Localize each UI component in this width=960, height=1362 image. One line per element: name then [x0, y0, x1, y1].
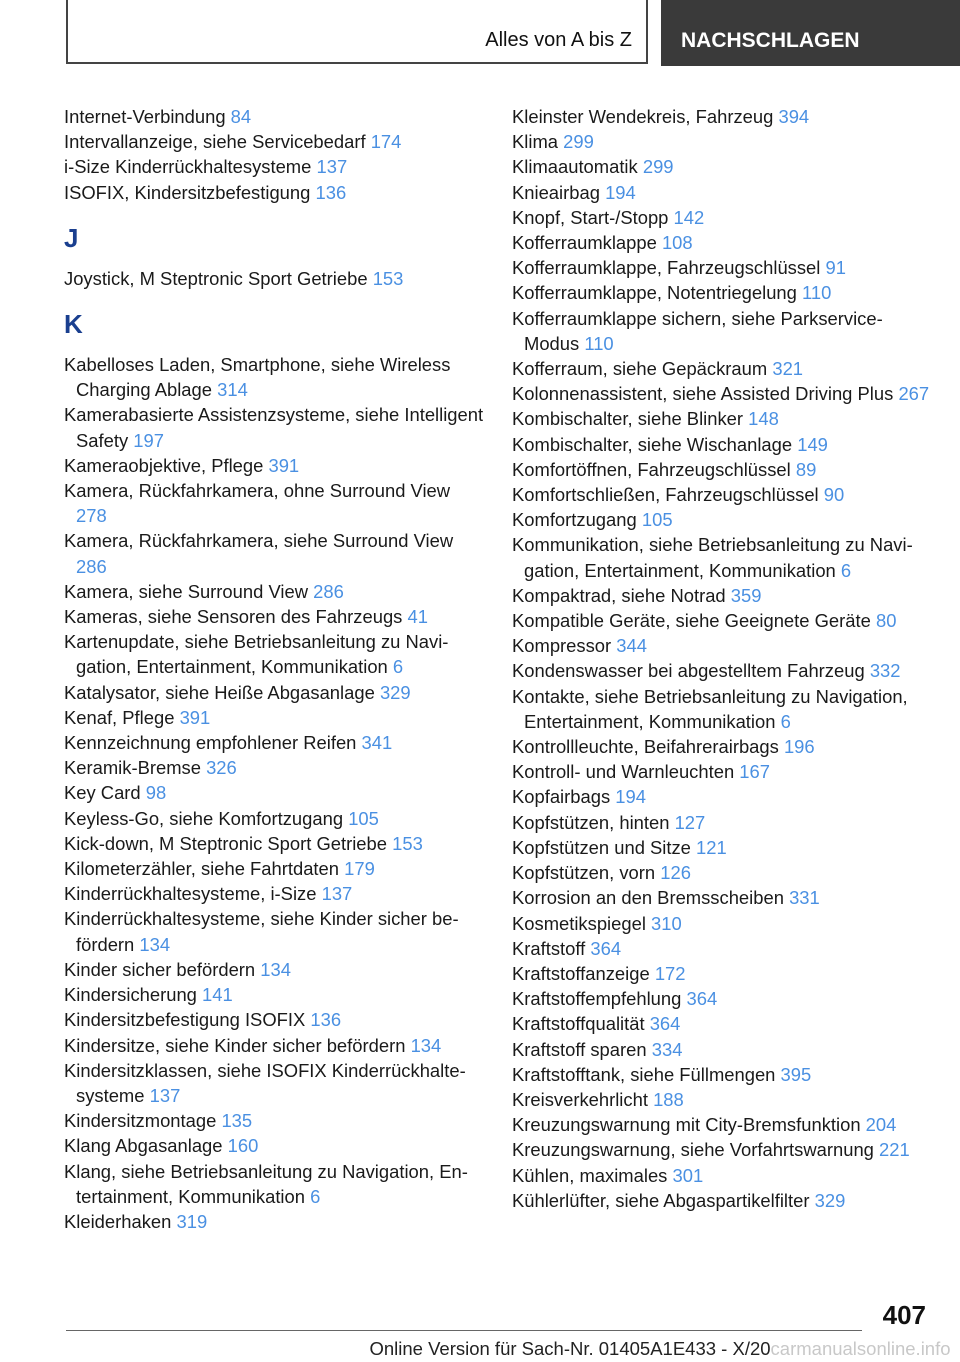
index-page-link[interactable]: 6 — [780, 710, 791, 732]
index-entry-text: Kinderrückhaltesysteme, siehe Kinder sicher befördern — [64, 908, 459, 955]
index-entry — [512, 658, 932, 683]
index-entry-text: Kompaktrad, siehe Notrad — [512, 584, 726, 606]
index-entry-text: Kopfstützen, vorn — [512, 862, 656, 884]
index-entry-text: Kleiderhaken — [64, 1210, 172, 1232]
index-entry-text: Kraftstofftank, siehe Füllmengen — [512, 1063, 776, 1085]
index-entry-text: Kamera, Rückfahrkamera, siehe Surround View — [64, 530, 454, 552]
index-entry-text: Komfortöffnen, Fahrzeugschlüssel — [512, 458, 791, 480]
index-entry-text: Kindersitzklassen, siehe ISOFIX Kinderrückhaltesysteme — [64, 1059, 466, 1106]
index-entry — [64, 881, 484, 906]
index-entry-text: Kombischalter, siehe Blinker — [512, 408, 744, 430]
index-entry — [64, 982, 484, 1007]
index-entry — [64, 856, 484, 881]
index-entry-text: Kühlen, maximales — [512, 1164, 668, 1186]
index-entry — [64, 806, 484, 831]
index-page-link[interactable]: 108 — [661, 232, 693, 254]
index-entry — [64, 1209, 484, 1234]
index-page-link[interactable]: 364 — [590, 937, 622, 959]
index-page-link[interactable]: 105 — [348, 807, 379, 829]
index-entry — [512, 1137, 932, 1162]
index-entry-text: Kamerabasierte Assistenzsysteme, siehe Intelligent Safety — [64, 404, 484, 451]
index-entry-text: Key Card — [64, 782, 141, 804]
index-entry-text: Kopfstützen, hinten — [512, 811, 670, 833]
index-page-link[interactable]: 136 — [315, 181, 347, 203]
page-number: 407 — [882, 1300, 926, 1330]
index-entry — [512, 280, 932, 305]
index-entry-text: Kolonnenassistent, siehe Assisted Driving Plus — [512, 383, 894, 405]
index-entry — [512, 129, 932, 154]
index-entry — [64, 705, 484, 730]
index-entry-text: Komfortschließen, Fahrzeugschlüssel — [512, 484, 819, 506]
index-entry-text: Kosmetikspiegel — [512, 912, 646, 934]
index-page-link[interactable]: 127 — [674, 811, 706, 833]
index-entry — [64, 1133, 484, 1158]
index-entry-text: Kontrollleuchte, Beifahrerairbags — [512, 736, 779, 758]
index-page-link[interactable]: 278 — [76, 505, 107, 527]
index-entry — [512, 885, 932, 910]
index-page-link[interactable]: 326 — [206, 757, 237, 779]
index-page-link[interactable]: 110 — [802, 282, 832, 304]
index-entry — [512, 583, 932, 608]
index-entry-text: Kommunikation, siehe Betriebsanleitung zu Navigation, Entertainment, Kommunikation — [512, 534, 913, 581]
index-entry-text: Keramik-Bremse — [64, 757, 201, 779]
index-page-link[interactable]: 194 — [605, 181, 636, 203]
index-page-link[interactable]: 167 — [739, 761, 770, 783]
index-entry-text: Kraftstoffanzeige — [512, 962, 650, 984]
index-entry — [512, 356, 932, 381]
index-page-link[interactable]: 126 — [660, 862, 691, 884]
index-page-link[interactable]: 267 — [898, 383, 930, 405]
index-entry — [64, 1007, 484, 1032]
index-entry-text: Kameras, siehe Sensoren des Fahrzeugs — [64, 606, 403, 628]
index-page-link[interactable]: 314 — [217, 379, 248, 401]
index-entry — [512, 1062, 932, 1087]
index-entry-text: Kontakte, siehe Betriebsanleitung zu Navigation, Entertainment, Kommunikation — [512, 685, 908, 732]
index-column-left — [64, 104, 484, 1234]
index-page-link[interactable]: 84 — [230, 106, 252, 127]
index-entry — [64, 352, 484, 402]
index-entry — [64, 629, 484, 679]
index-page-link[interactable]: 332 — [869, 660, 901, 682]
index-page-link[interactable]: 286 — [76, 555, 107, 577]
index-page-link[interactable]: 310 — [651, 912, 682, 934]
index-entry-text: Kameraobjektive, Pflege — [64, 454, 264, 476]
index-entry-text: Knopf, Start-/Stopp — [512, 206, 669, 228]
index-entry — [512, 784, 932, 809]
index-entry — [512, 911, 932, 936]
index-page-link[interactable]: 364 — [686, 988, 718, 1010]
index-entry-text: Internet-Verbindung — [64, 106, 226, 127]
index-entry-text: Kraftstoff — [512, 937, 586, 959]
index-entry-text: Kopfstützen und Sitze — [512, 836, 691, 858]
index-page-link[interactable]: 204 — [865, 1114, 897, 1136]
index-entry — [64, 266, 484, 291]
index-entry — [64, 1058, 484, 1108]
index-page-link[interactable]: 299 — [563, 131, 594, 153]
index-entry — [512, 986, 932, 1011]
index-page-link[interactable]: 89 — [795, 458, 817, 480]
index-entry — [512, 306, 932, 356]
index-entry-text: Kofferraumklappe sichern, siehe Parkservice-Modus — [512, 307, 883, 354]
index-entry — [64, 402, 484, 452]
index-page-link[interactable]: 6 — [310, 1185, 321, 1207]
index-entry-text: Kombischalter, siehe Wischanlage — [512, 433, 793, 455]
index-entry-text: Kofferraumklappe, Notentriegelung — [512, 282, 797, 304]
index-page-link[interactable]: 188 — [653, 1088, 684, 1110]
index-entry — [512, 810, 932, 835]
index-entry — [512, 1163, 932, 1188]
index-entry — [512, 1112, 932, 1137]
index-entry-text: Katalysator, siehe Heiße Abgasanlage — [64, 681, 375, 703]
footer-version — [0, 1338, 960, 1360]
index-entry — [64, 1033, 484, 1058]
index-entry-text: Klang Abgasanlage — [64, 1135, 223, 1157]
index-entry-text: Kenaf, Pflege — [64, 706, 175, 728]
index-entry — [512, 961, 932, 986]
index-entry-text: i-Size Kinderrückhaltesysteme — [64, 156, 312, 178]
index-entry-text: Kontroll- und Warnleuchten — [512, 761, 735, 783]
index-entry — [64, 478, 484, 528]
index-entry — [512, 532, 932, 582]
index-entry — [64, 154, 484, 179]
index-entry — [64, 906, 484, 956]
index-entry-text: Kabelloses Laden, Smartphone, siehe Wireless Charging Ablage — [64, 354, 451, 401]
index-page-link[interactable]: 137 — [321, 883, 353, 905]
index-page-link[interactable]: 179 — [344, 858, 375, 880]
index-entry — [512, 759, 932, 784]
index-entry — [64, 104, 484, 129]
index-entry — [512, 835, 932, 860]
index-page-link[interactable]: 148 — [748, 408, 779, 430]
index-entry — [512, 432, 932, 457]
index-column-right — [512, 104, 932, 1213]
index-entry — [512, 507, 932, 532]
header-tab — [661, 0, 960, 66]
index-entry — [512, 255, 932, 280]
index-entry — [512, 1188, 932, 1213]
index-entry — [64, 1108, 484, 1133]
index-entry-text: Knieairbag — [512, 181, 600, 203]
index-entry-text: Kompressor — [512, 635, 612, 657]
index-entry — [512, 1037, 932, 1062]
index-entry-text: ISOFIX, Kindersitzbefestigung — [64, 181, 311, 203]
index-entry — [512, 633, 932, 658]
index-entry — [512, 230, 932, 255]
index-entry — [512, 936, 932, 961]
index-entry — [64, 528, 484, 578]
index-page-link[interactable]: 196 — [783, 736, 815, 758]
header-section-box — [66, 0, 648, 64]
index-page-link[interactable]: 391 — [268, 454, 300, 476]
index-page-link[interactable]: 334 — [651, 1038, 683, 1060]
index-page-link[interactable]: 137 — [149, 1084, 181, 1106]
index-entry-text: Kindersitzmontage — [64, 1110, 217, 1132]
index-entry-text: Kindersitzbefestigung ISOFIX — [64, 1009, 306, 1031]
index-entry-text: Kraftstoffqualität — [512, 1013, 645, 1035]
index-page-link[interactable]: 299 — [642, 156, 674, 178]
index-entry-text: Kamera, siehe Surround View — [64, 580, 308, 602]
index-entry-text: Kreuzungswarnung, siehe Vorfahrtswarnung — [512, 1139, 874, 1161]
index-page-link[interactable]: 6 — [392, 656, 404, 678]
index-entry-text: Klima — [512, 131, 558, 153]
index-entry-text: Joystick, M Steptronic Sport Getriebe — [64, 267, 368, 289]
index-page-link[interactable]: 329 — [814, 1189, 846, 1211]
index-letter-heading: J — [64, 222, 79, 253]
index-page-link[interactable]: 341 — [361, 732, 393, 754]
index-entry-text: Kartenupdate, siehe Betriebsanleitung zu Navigation, Entertainment, Kommunikation — [64, 631, 449, 678]
index-page-link[interactable]: 142 — [673, 206, 705, 228]
index-entry-text: Keyless-Go, siehe Komfortzugang — [64, 807, 344, 829]
index-entry — [64, 579, 484, 604]
index-entry-text: Kindersitze, siehe Kinder sicher befördern — [64, 1034, 406, 1056]
index-page-link[interactable]: 136 — [310, 1009, 342, 1031]
index-entry — [512, 482, 932, 507]
index-entry — [64, 780, 484, 805]
index-entry — [512, 608, 932, 633]
index-entry — [512, 180, 932, 205]
index-entry — [64, 453, 484, 478]
index-entry-text: Kreisverkehrlicht — [512, 1088, 648, 1110]
index-page-link[interactable]: 110 — [584, 332, 614, 354]
index-page-link[interactable]: 301 — [672, 1164, 704, 1186]
index-entry-text: Kofferraumklappe — [512, 232, 657, 254]
index-page-link[interactable]: 153 — [372, 267, 404, 289]
index-entry-text: Kick-down, M Steptronic Sport Getriebe — [64, 832, 387, 854]
index-page-link[interactable]: 395 — [780, 1063, 812, 1085]
index-page-link[interactable]: 331 — [789, 887, 820, 909]
index-page-link[interactable]: 391 — [179, 706, 211, 728]
index-entry-text: Kinderrückhaltesysteme, i-Size — [64, 883, 317, 905]
index-page-link[interactable]: 134 — [260, 958, 291, 980]
index-page-link[interactable]: 135 — [221, 1110, 253, 1132]
index-page-link[interactable]: 149 — [797, 433, 828, 455]
index-page-link[interactable]: 344 — [616, 635, 647, 657]
index-entry — [64, 180, 484, 205]
index-entry — [64, 1159, 484, 1209]
index-entry-text: Kinder sicher befördern — [64, 958, 256, 980]
index-entry — [512, 734, 932, 759]
index-page-link[interactable]: 197 — [133, 429, 164, 451]
index-entry — [512, 104, 932, 129]
index-entry — [64, 680, 484, 705]
index-entry-text: Kompatible Geräte, siehe Geeignete Geräte — [512, 610, 871, 632]
index-page-link[interactable]: 194 — [615, 786, 646, 808]
index-entry-text: Kraftstoff sparen — [512, 1038, 647, 1060]
index-page-link[interactable]: 105 — [641, 509, 673, 531]
index-entry — [512, 684, 932, 734]
index-entry — [64, 730, 484, 755]
index-entry-text: Kraftstoffempfehlung — [512, 988, 682, 1010]
header-tab-label: NACHSCHLAGEN — [681, 29, 860, 52]
index-entry-text: Intervallanzeige, siehe Servicebedarf — [64, 131, 366, 153]
index-page-link[interactable]: 286 — [313, 580, 344, 602]
index-entry — [512, 154, 932, 179]
index-page-link[interactable]: 6 — [840, 559, 852, 581]
index-entry — [512, 860, 932, 885]
index-page-link[interactable]: 160 — [227, 1135, 259, 1157]
index-entry-text: Kreuzungswarnung mit City-Bremsfunktion — [512, 1114, 861, 1136]
index-entry — [512, 457, 932, 482]
footer-divider — [66, 1330, 862, 1331]
index-page-link[interactable]: 80 — [875, 610, 897, 632]
index-page-link[interactable]: 172 — [654, 962, 686, 984]
index-page-link[interactable]: 394 — [778, 106, 810, 127]
index-page-link[interactable]: 329 — [379, 681, 411, 703]
index-entry-text: Kleinster Wendekreis, Fahrzeug — [512, 106, 774, 127]
index-page-link[interactable]: 98 — [145, 782, 167, 804]
index-page-link[interactable]: 121 — [696, 836, 727, 858]
index-entry-text: Komfortzugang — [512, 509, 637, 531]
index-page-link[interactable]: 137 — [316, 156, 348, 178]
index-page-link[interactable]: 91 — [825, 257, 846, 279]
index-entry-text: Klang, siehe Betriebsanleitung zu Navigation, Entertainment, Kommunikation — [64, 1160, 468, 1207]
index-entry — [512, 1087, 932, 1112]
index-entry — [512, 406, 932, 431]
index-entry — [512, 381, 932, 406]
index-page-link[interactable]: 221 — [879, 1139, 910, 1161]
index-entry — [512, 1011, 932, 1036]
index-page-link[interactable]: 134 — [410, 1034, 442, 1056]
index-entry — [64, 957, 484, 982]
index-entry-text: Kennzeichnung empfohlener Reifen — [64, 732, 357, 754]
index-page-link[interactable]: 319 — [176, 1210, 208, 1232]
index-entry-text: Kamera, Rückfahrkamera, ohne Surround View — [64, 480, 451, 502]
index-page-link[interactable]: 359 — [730, 584, 762, 606]
index-page-link[interactable]: 153 — [392, 832, 423, 854]
index-page-link[interactable]: 41 — [407, 606, 428, 628]
index-entry-text: Kühlerlüfter, siehe Abgaspartikelfilter — [512, 1189, 810, 1211]
index-entry-text: Kopfairbags — [512, 786, 611, 808]
index-entry — [64, 755, 484, 780]
index-entry-text: Kofferraum, siehe Gepäckraum — [512, 358, 768, 380]
index-page-link[interactable]: 364 — [649, 1013, 681, 1035]
footer-version-text: Online Version für Sach-Nr. 01405A1E433 - X/20 — [369, 1338, 771, 1359]
index-page-link[interactable]: 174 — [370, 131, 402, 153]
index-entry-text: Korrosion an den Bremsscheiben — [512, 887, 784, 909]
index-entry — [64, 604, 484, 629]
index-entry — [64, 129, 484, 154]
index-entry — [64, 831, 484, 856]
index-entry-text: Klimaautomatik — [512, 156, 638, 178]
index-letter-heading: K — [64, 309, 83, 340]
index-entry-text: Kofferraumklappe, Fahrzeugschlüssel — [512, 257, 821, 279]
index-entry — [512, 205, 932, 230]
index-entry-text: Kindersicherung — [64, 984, 197, 1006]
index-page-link[interactable]: 90 — [823, 484, 845, 506]
index-entry-text: Kondenswasser bei abgestelltem Fahrzeug — [512, 660, 865, 682]
footer-watermark: carmanualsonline.info — [770, 1338, 951, 1359]
index-page-link[interactable]: 134 — [139, 933, 171, 955]
index-entry-text: Kilometerzähler, siehe Fahrtdaten — [64, 858, 339, 880]
index-page-link[interactable]: 141 — [202, 984, 233, 1006]
header-section-label: Alles von A bis Z — [485, 29, 632, 51]
index-page-link[interactable]: 321 — [772, 358, 804, 380]
